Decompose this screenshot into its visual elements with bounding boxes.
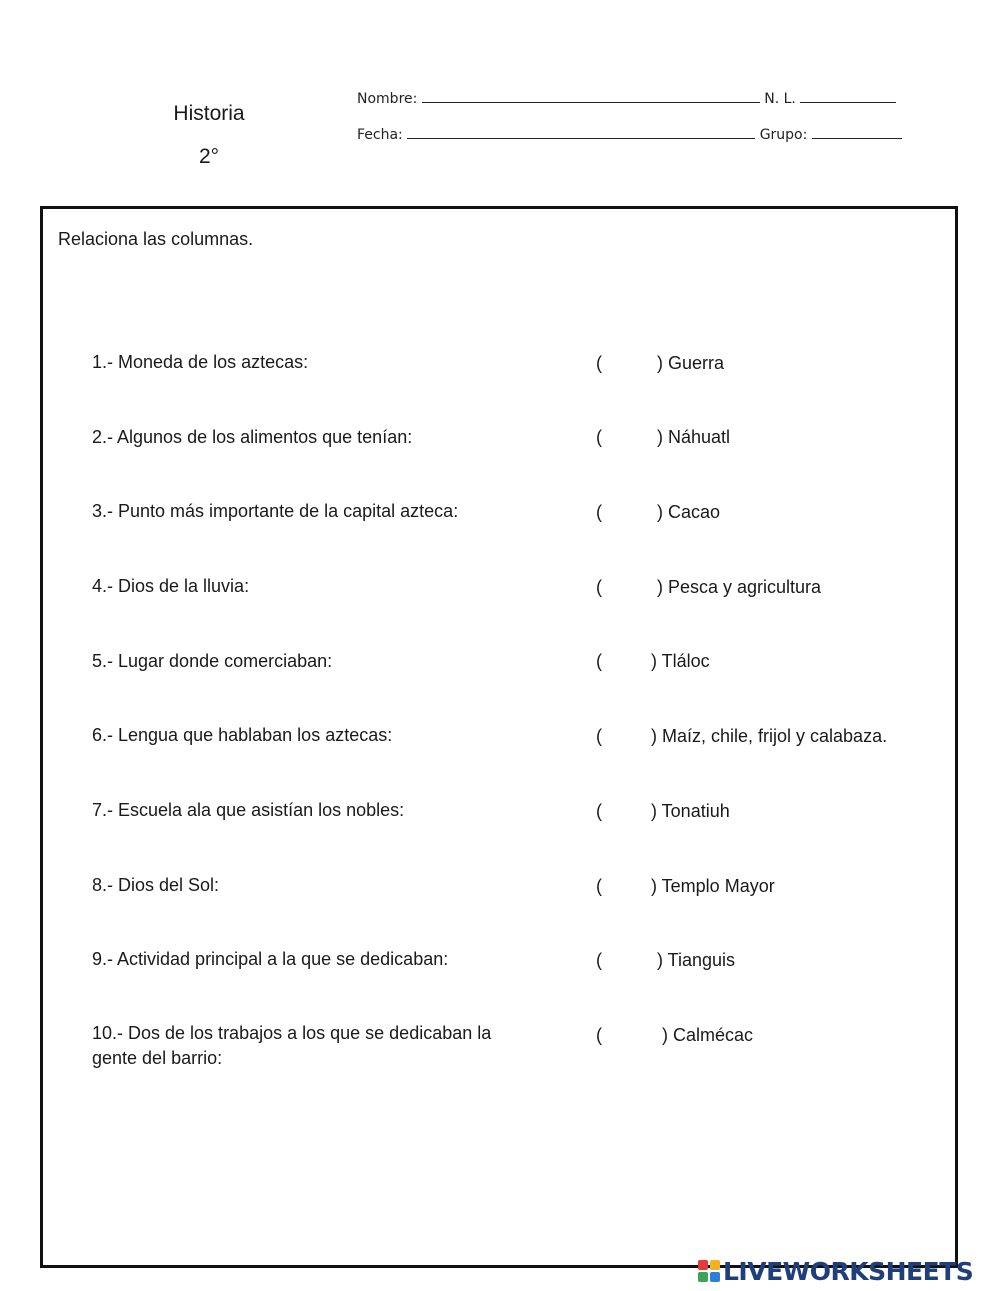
question-10: 10.- Dos de los trabajos a los que se dedicaban la gente del barrio: (92, 1023, 492, 1068)
logo-square-yellow (710, 1260, 720, 1270)
answer-box-6[interactable]: ( (596, 726, 602, 746)
question-6: 6.- Lengua que hablaban los aztecas: (92, 725, 393, 745)
nl-label: N. L. (764, 91, 796, 107)
answer-box-5[interactable]: ( (596, 651, 602, 671)
answer-option-10: ) Calmécac (662, 1025, 754, 1045)
instruction-text: Relaciona las columnas. (58, 229, 254, 249)
liveworksheets-logo (698, 1256, 973, 1286)
answer-option-1: ) Guerra (657, 353, 725, 373)
grade-label: 2° (198, 145, 220, 168)
question-9: 9.- Actividad principal a la que se dedicaban: (92, 949, 449, 969)
logo-square-red (698, 1260, 708, 1270)
subject-title: Historia (173, 102, 245, 125)
logo-mark-icon (698, 1260, 720, 1282)
answer-option-4: ) Pesca y agricultura (657, 577, 822, 597)
question-3: 3.- Punto más importante de la capital azteca: (92, 501, 459, 521)
answer-option-9: ) Tianguis (657, 950, 736, 970)
answer-option-8: ) Templo Mayor (651, 876, 775, 896)
name-field[interactable] (422, 89, 760, 103)
answer-box-9[interactable]: ( (596, 950, 602, 970)
answer-option-5: ) Tláloc (651, 651, 710, 671)
question-5: 5.- Lugar donde comerciaban: (92, 651, 333, 671)
answer-box-8[interactable]: ( (596, 876, 602, 896)
question-7: 7.- Escuela ala que asistían los nobles: (92, 800, 405, 820)
nl-field[interactable] (800, 89, 896, 103)
name-row (357, 89, 896, 107)
group-field[interactable] (812, 125, 902, 139)
answer-option-2: ) Náhuatl (657, 427, 731, 447)
answer-box-7[interactable]: ( (596, 801, 602, 821)
answer-box-2[interactable]: ( (596, 427, 602, 447)
question-1: 1.- Moneda de los aztecas: (92, 352, 309, 372)
question-2: 2.- Algunos de los alimentos que tenían: (92, 427, 413, 447)
logo-square-green (698, 1272, 708, 1282)
answer-box-10[interactable]: ( (596, 1025, 602, 1045)
date-label: Fecha: (357, 127, 403, 143)
question-8: 8.- Dios del Sol: (92, 875, 220, 895)
name-label: Nombre: (357, 91, 418, 107)
answer-box-4[interactable]: ( (596, 577, 602, 597)
logo-square-blue (710, 1272, 720, 1282)
date-row (357, 125, 902, 143)
question-4: 4.- Dios de la lluvia: (92, 576, 250, 596)
answer-option-6: ) Maíz, chile, frijol y calabaza. (651, 726, 888, 746)
answer-option-7: ) Tonatiuh (651, 801, 730, 821)
answer-box-3[interactable]: ( (596, 502, 602, 522)
answer-box-1[interactable]: ( (596, 353, 602, 373)
logo-text: LIVEWORKSHEETS (723, 1256, 974, 1286)
date-field[interactable] (407, 125, 755, 139)
answer-option-3: ) Cacao (657, 502, 721, 522)
group-label: Grupo: (759, 127, 808, 143)
